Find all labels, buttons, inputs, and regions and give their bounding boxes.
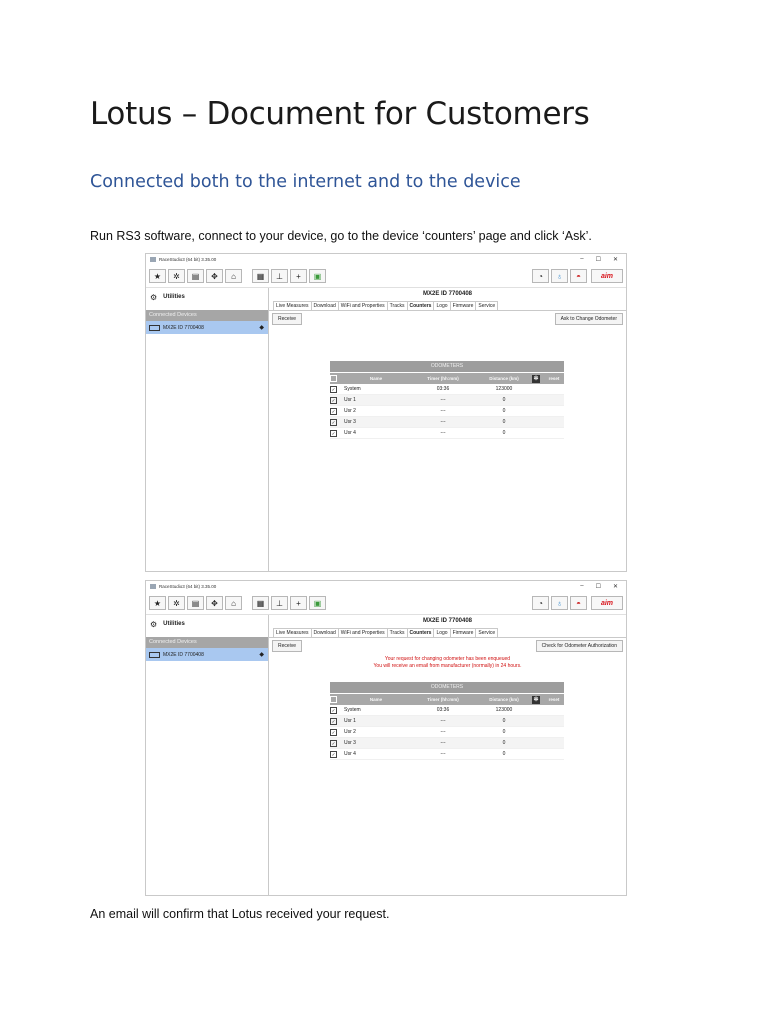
main-panel: [269, 615, 626, 895]
window-title: RaceStudio3 (64 bit) 3.35.00: [159, 584, 217, 589]
tab-wifi-properties[interactable]: WiFi and Properties: [338, 628, 388, 637]
receive-button[interactable]: Receive: [272, 313, 302, 325]
tab-service[interactable]: Service: [475, 628, 498, 637]
tab-counters[interactable]: Counters: [407, 628, 435, 637]
document-title: Lotus – Document for Customers: [90, 96, 590, 132]
utilities-icon: ⚙: [150, 619, 158, 629]
gear-icon[interactable]: ✲: [168, 269, 185, 283]
tab-logo[interactable]: Logo: [433, 301, 450, 310]
odometers-title: ODOMETERS: [330, 361, 564, 372]
instruction-paragraph: Run RS3 software, connect to your device, go to the device ‘counters’ page and click ‘Ask’.: [90, 229, 592, 243]
tab-firmware[interactable]: Firmware: [450, 301, 477, 310]
device-title: MX2E ID 7700408: [422, 618, 473, 624]
odometers-table: [330, 682, 564, 760]
grid-icon[interactable]: ▦: [252, 269, 269, 283]
sidebar: [146, 288, 269, 571]
app-logo-icon: [150, 584, 156, 589]
tab-tracks[interactable]: Tracks: [387, 301, 408, 310]
row-checkbox[interactable]: ✓: [331, 419, 336, 425]
gear-icon[interactable]: ✲: [533, 696, 539, 703]
table-row: ✓ Usr 2 --- 0: [330, 727, 564, 738]
grid-icon[interactable]: ▦: [252, 596, 269, 610]
table-row: ✓ Usr 1 --- 0: [330, 395, 564, 406]
row-checkbox[interactable]: ✓: [331, 386, 336, 392]
device-name: MX2E ID 7700408: [163, 651, 204, 658]
col-timer: Timer (hh:mm): [427, 697, 459, 702]
tab-wifi-properties[interactable]: WiFi and Properties: [338, 301, 388, 310]
aim-logo: aim: [591, 269, 623, 283]
folder-icon[interactable]: ⌂: [225, 596, 242, 610]
row-checkbox[interactable]: ✓: [331, 740, 336, 746]
utilities-icon: ⚙: [150, 292, 158, 302]
table-row: ✓ Usr 3 --- 0: [330, 738, 564, 749]
window-titlebar: [146, 254, 626, 265]
tag-icon: ◆: [259, 325, 264, 331]
window-titlebar: [146, 581, 626, 592]
antenna-icon[interactable]: ⊥: [271, 269, 288, 283]
device-title: MX2E ID 7700408: [422, 291, 473, 297]
wifi-icon[interactable]: ◔: [532, 596, 549, 610]
device-icon[interactable]: ▣: [309, 269, 326, 283]
device-icon: [149, 325, 160, 331]
table-row: ✓ System 03:36 123000: [330, 384, 564, 395]
window-title: RaceStudio3 (64 bit) 3.35.00: [159, 257, 217, 262]
row-checkbox[interactable]: ✓: [331, 718, 336, 724]
minimize-button[interactable]: –: [580, 583, 584, 589]
confirmation-paragraph: An email will confirm that Lotus received your request.: [90, 907, 390, 921]
table-row: ✓ System 03:36 123000: [330, 705, 564, 716]
device-list-item[interactable]: [146, 321, 268, 334]
close-button[interactable]: ✕: [612, 584, 618, 590]
utilities-item[interactable]: ⚙ Utilities: [150, 619, 185, 629]
toolbar: [146, 265, 626, 288]
row-checkbox[interactable]: ✓: [331, 408, 336, 414]
row-checkbox[interactable]: ✓: [331, 707, 336, 713]
star-icon[interactable]: ★: [149, 596, 166, 610]
maximize-button[interactable]: ☐: [595, 584, 601, 590]
tab-service[interactable]: Service: [475, 301, 498, 310]
select-all-checkbox[interactable]: [330, 696, 337, 703]
tab-logo[interactable]: Logo: [433, 628, 450, 637]
chart-icon[interactable]: ▤: [187, 269, 204, 283]
tab-bar: [269, 628, 626, 637]
col-distance: Distance (km): [489, 697, 519, 702]
row-checkbox[interactable]: ✓: [331, 430, 336, 436]
gear-icon[interactable]: ✲: [168, 596, 185, 610]
odometers-header-row: [330, 373, 564, 384]
antenna-icon[interactable]: ⊥: [271, 596, 288, 610]
row-checkbox[interactable]: ✓: [331, 751, 336, 757]
connected-devices-header: Connected Devices: [146, 637, 268, 648]
tab-firmware[interactable]: Firmware: [450, 628, 477, 637]
puzzle-icon[interactable]: ✥: [206, 269, 223, 283]
sidebar: [146, 615, 269, 895]
maximize-button[interactable]: ☐: [595, 257, 601, 263]
row-checkbox[interactable]: ✓: [331, 397, 336, 403]
col-reset: reset: [548, 697, 560, 702]
chart-icon[interactable]: ▤: [187, 596, 204, 610]
tab-counters[interactable]: Counters: [407, 301, 435, 310]
select-all-checkbox[interactable]: [330, 375, 337, 382]
tag-icon: ◆: [259, 652, 264, 658]
toolbar: [146, 592, 626, 615]
connected-devices-header: Connected Devices: [146, 310, 268, 321]
col-name: Name: [369, 376, 383, 381]
table-row: ✓ Usr 2 --- 0: [330, 406, 564, 417]
balloon-icon[interactable]: ♁: [551, 596, 568, 610]
screenshot-after-request: [145, 580, 627, 896]
row-checkbox[interactable]: ✓: [331, 729, 336, 735]
device-list-item[interactable]: [146, 648, 268, 661]
aim-logo: aim: [591, 596, 623, 610]
tab-live-measures[interactable]: Live Measures: [273, 301, 312, 310]
close-button[interactable]: ✕: [612, 257, 618, 263]
tab-bar: [269, 301, 626, 310]
col-reset: reset: [548, 376, 560, 381]
tab-tracks[interactable]: Tracks: [387, 628, 408, 637]
ask-change-odometer-button[interactable]: Ask to Change Odometer: [555, 313, 623, 325]
dashboard-icon[interactable]: ◓: [570, 269, 587, 283]
col-timer: Timer (hh:mm): [427, 376, 459, 381]
wifi-icon[interactable]: ◔: [532, 269, 549, 283]
gear-icon[interactable]: ✲: [533, 375, 539, 382]
odometers-title: ODOMETERS: [330, 682, 564, 693]
balloon-icon[interactable]: ♁: [551, 269, 568, 283]
minimize-button[interactable]: –: [580, 256, 584, 262]
table-row: ✓ Usr 1 --- 0: [330, 716, 564, 727]
device-name: MX2E ID 7700408: [163, 324, 204, 331]
tab-download[interactable]: Download: [311, 628, 339, 637]
request-status-message: Your request for changing odometer has been enqueued You will receive an email from manufacturer (normally) in 24 hours.: [373, 656, 522, 669]
main-panel: [269, 288, 626, 571]
dashboard-icon[interactable]: ◓: [570, 596, 587, 610]
col-name: Name: [369, 697, 383, 702]
tab-download[interactable]: Download: [311, 301, 339, 310]
folder-icon[interactable]: ⌂: [225, 269, 242, 283]
puzzle-icon[interactable]: ✥: [206, 596, 223, 610]
col-distance: Distance (km): [489, 376, 519, 381]
table-row: ✓ Usr 4 --- 0: [330, 749, 564, 760]
table-row: ✓ Usr 4 --- 0: [330, 428, 564, 439]
odometers-header-row: [330, 694, 564, 705]
table-row: ✓ Usr 3 --- 0: [330, 417, 564, 428]
odometers-table: [330, 361, 564, 439]
plus-icon[interactable]: +: [290, 269, 307, 283]
device-icon[interactable]: ▣: [309, 596, 326, 610]
utilities-item[interactable]: ⚙ Utilities: [150, 292, 185, 302]
screenshot-before-request: [145, 253, 627, 572]
receive-button[interactable]: Receive: [272, 640, 302, 652]
star-icon[interactable]: ★: [149, 269, 166, 283]
check-authorization-button[interactable]: Check for Odometer Authorization: [536, 640, 623, 652]
section-heading: Connected both to the internet and to the device: [90, 172, 521, 192]
device-icon: [149, 652, 160, 658]
tab-live-measures[interactable]: Live Measures: [273, 628, 312, 637]
plus-icon[interactable]: +: [290, 596, 307, 610]
app-logo-icon: [150, 257, 156, 262]
